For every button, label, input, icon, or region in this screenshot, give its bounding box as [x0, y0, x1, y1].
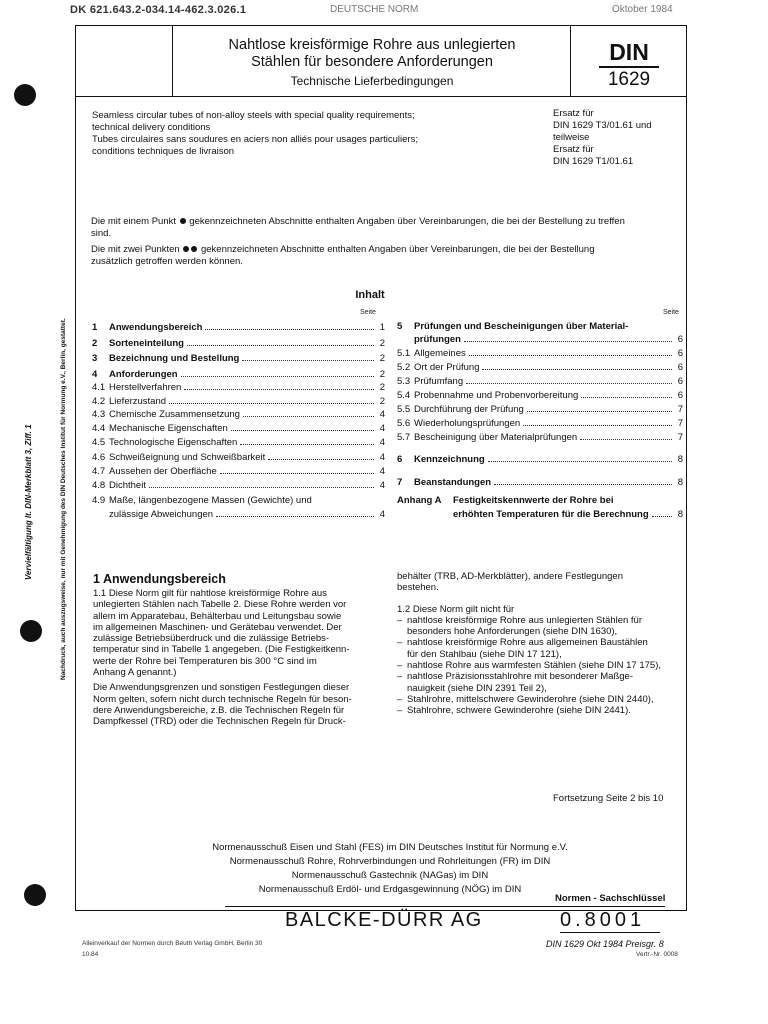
committee-name: Normenausschuß Eisen und Stahl (FES) im DIN Deutsches Institut für Normung e.V. [212, 842, 568, 853]
toc-entry-number: 4 [92, 369, 98, 380]
toc-entry-6 [397, 453, 683, 466]
toc-entry-number: 5.5 [397, 404, 411, 415]
toc-entry-7 [397, 476, 683, 489]
exclusion-text-line: nauigkeit (siehe DIN 2391 Teil 2), [407, 682, 547, 694]
toc-entry-number: 4.6 [92, 452, 106, 463]
toc-entry-label: Bescheinigung über Materialprüfungen [414, 432, 578, 443]
toc-entry-label: Herstellverfahren [109, 382, 182, 393]
document-subtitle: Technische Lieferbedingungen [290, 74, 454, 88]
margin-copyright-text: Nachdruck, auch auszugsweise, nur mit Genehmigung des DIN Deutsches Institut für Normung e.V., Berlin, gestattet. [60, 318, 67, 680]
toc-entry-page: 2 [379, 353, 385, 364]
margin-copyright [60, 318, 67, 681]
toc-leader-dots [243, 408, 374, 417]
english-title-2: technical delivery conditions [92, 122, 211, 133]
section-1-1-cont-line: Dampfkessel (TRD) oder die Technischen Regeln für Druck- [93, 716, 346, 728]
toc-leader-dots [242, 352, 374, 361]
title-line-2: Stählen für besondere Anforderungen [251, 54, 493, 70]
replacement-line-1: Ersatz für [553, 108, 594, 119]
section-1-1-line: im allgemeinen Maschinen- und Gerätebau verwendet. Der [93, 621, 342, 633]
double-dot-icon [191, 246, 197, 252]
toc-entry-5 [397, 321, 683, 333]
note-one-dot-end: sind. [91, 228, 112, 239]
toc-entry-4-9 [92, 495, 385, 507]
toc-leader-dots [184, 381, 374, 390]
toc-entry-number: 4.4 [92, 423, 106, 434]
toc-entry-page: 7 [677, 418, 683, 429]
toc-entry-number: 5.1 [397, 348, 411, 359]
punch-hole [14, 84, 36, 106]
section-1-1-cont-line: Norm gelten, sofern nicht durch technische Regeln für beson- [93, 693, 352, 705]
title-line-1: Nahtlose kreisförmige Rohre aus unlegierten [228, 37, 516, 53]
replacement-line-3: teilweise [553, 132, 590, 143]
toc-entry-4-3 [92, 408, 385, 421]
toc-entry-4-6 [92, 451, 385, 464]
replacement-line-5: DIN 1629 T1/01.61 [553, 156, 634, 167]
document-type-label: DEUTSCHE NORM [330, 4, 419, 15]
toc-annex-label: Anhang A [397, 495, 442, 506]
stamp-number-underline [560, 932, 660, 933]
toc-entry-label: Lieferzustand [109, 396, 167, 407]
toc-entry-annex [397, 495, 683, 507]
exclusion-text-line: Stahlrohre, mittelschwere Gewinderohre (siehe DIN 2440), [407, 693, 654, 705]
exclusion-text [407, 637, 648, 660]
toc-leader-dots [149, 479, 374, 488]
footer-date: 10.84 [82, 951, 99, 958]
toc-entry-page: 6 [677, 348, 683, 359]
toc-entry-page: 2 [379, 382, 385, 393]
company-stamp: BALCKE-DÜRR AG [285, 909, 483, 931]
exclusion-text-line: nahtlose kreisförmige Rohre aus unlegierten Stählen für [407, 614, 642, 626]
footer-publisher: Alleinverkauf der Normen durch Beuth Verlag GmbH, Berlin 30 [82, 940, 263, 947]
toc-entry-4-5 [92, 436, 385, 449]
bullet-dash: – [397, 705, 403, 717]
toc-entry-number: 4.9 [92, 495, 106, 506]
toc-leader-dots [216, 508, 374, 517]
footer-din-ref: DIN 1629 Okt 1984 Preisgr. 8 [546, 939, 664, 949]
toc-entry-page: 1 [379, 322, 385, 333]
exclusion-text-line: Stahlrohre, schwere Gewinderohre (siehe DIN 2441). [407, 705, 631, 717]
toc-entry-3 [92, 352, 385, 365]
section-1-2-intro: 1.2 Diese Norm gilt nicht für [397, 603, 515, 615]
section-1-1-line: zulässige Betriebsüberdruck und die zulässige Betriebs- [93, 633, 330, 645]
exclusion-item [397, 671, 682, 694]
toc-title: Inhalt [355, 289, 385, 301]
margin-copy-note-text: Vervielfältigung lt. DIN-Merkblatt 3, Ziff. 1 [24, 424, 33, 580]
toc-leader-dots [494, 476, 672, 485]
toc-leader-dots [580, 431, 672, 440]
section-1-1-cont-line: dere Anwendungsbereiche, z.B. die Technischen Regeln für [93, 704, 345, 716]
toc-entry-page: 2 [379, 396, 385, 407]
toc-entry-number: 5.3 [397, 376, 411, 387]
toc-entry-page: 8 [677, 509, 683, 520]
toc-entry-label: Anwendungsbereich [109, 322, 203, 333]
toc-entry-label: Mechanische Eigenschaften [109, 423, 228, 434]
notes-block [91, 216, 683, 268]
toc-leader-dots [464, 333, 672, 342]
toc-entry-4-8 [92, 479, 385, 492]
toc-entry-label: Chemische Zusammensetzung [109, 409, 240, 420]
toc-entry-page: 8 [677, 454, 683, 465]
toc-leader-dots [523, 417, 672, 426]
section-1-1-line: werte der Rohre bei Temperaturen bis 300 °C sind im [93, 655, 317, 667]
classification-number: DK 621.643.2-034.14-462.3.026.1 [70, 4, 247, 16]
exclusion-text [407, 694, 654, 705]
toc-entry-number: 6 [397, 454, 403, 465]
toc-entry-number: 4.8 [92, 480, 106, 491]
toc-entry-label: Probennahme und Probenvorbereitung [414, 390, 579, 401]
toc-entry-number: 5.7 [397, 432, 411, 443]
toc-entry-page: 8 [677, 477, 683, 488]
committee-list [150, 841, 630, 897]
toc-entry-number: 4.2 [92, 396, 106, 407]
toc-entry-2 [92, 337, 385, 350]
replacement-line-4: Ersatz für [553, 144, 594, 155]
section-1-1-cont-line: Die Anwendungsgrenzen und sonstigen Festlegungen dieser [93, 682, 350, 694]
document-title [176, 37, 568, 71]
toc-entry-label: Beanstandungen [414, 477, 492, 488]
toc-entry-page: 7 [677, 432, 683, 443]
single-dot-icon [180, 218, 186, 224]
toc-page-label-left: Seite [360, 309, 376, 316]
title-block-divider-left [172, 25, 173, 97]
toc-entry-label: Anforderungen [109, 369, 178, 380]
toc-entry-page: 4 [379, 437, 385, 448]
section-1-1-line: 1.1 Diese Norm gilt für nahtlose kreisförmige Rohre aus [93, 588, 327, 599]
toc-leader-dots [169, 395, 374, 404]
toc-entry-5-6 [397, 417, 683, 430]
note-two-dots [91, 244, 683, 256]
stamp-number: 0.8001 [560, 909, 646, 931]
toc-entry-page: 7 [677, 404, 683, 415]
din-underline [599, 66, 659, 68]
exclusion-text [407, 671, 633, 694]
replacement-line-2: DIN 1629 T3/01.61 und [553, 120, 652, 131]
toc-entry-5-7 [397, 431, 683, 444]
exclusion-item [397, 637, 682, 660]
english-title-1: Seamless circular tubes of non-alloy steels with special quality requirements; [92, 110, 415, 121]
bullet-dash: – [397, 671, 403, 683]
toc-entry-number: 4.1 [92, 382, 106, 393]
replacement-info [553, 108, 683, 168]
committee-name: Normenausschuß Rohre, Rohrverbindungen und Rohrleitungen (FR) im DIN [229, 856, 551, 867]
toc-entry-label: Dichtheit [109, 480, 146, 491]
note-one-dot [91, 216, 683, 228]
exclusion-item [397, 705, 682, 716]
note-one-dot-start: Die mit einem Punkt [91, 216, 177, 227]
toc-leader-dots [268, 451, 374, 460]
toc-entry-page: 4 [379, 423, 385, 434]
toc-leader-dots [527, 403, 672, 412]
toc-leader-dots [482, 361, 672, 370]
toc-entry-number: 1 [92, 322, 98, 333]
toc-entry-page: 4 [379, 452, 385, 463]
toc-entry-5-2 [397, 361, 683, 374]
exclusion-text [407, 705, 631, 716]
toc-entry-page: 4 [379, 466, 385, 477]
section-1-1-right-line: behälter (TRB, AD-Merkblätter), andere Festlegungen [397, 571, 623, 582]
toc-entry-label: Bezeichnung und Bestellung [109, 353, 240, 364]
punch-hole [24, 884, 46, 906]
toc-entry-label: Allgemeines [414, 348, 466, 359]
french-title-1: Tubes circulaires sans soudures en aciers non alliés pour usages particuliers; [92, 134, 418, 145]
toc-leader-dots [581, 389, 672, 398]
toc-entry-5-4 [397, 389, 683, 402]
title-block-divider-right [570, 25, 571, 97]
punch-hole [20, 620, 42, 642]
exclusion-text [407, 660, 661, 671]
toc-leader-dots [220, 465, 374, 474]
toc-entry-page: 4 [379, 509, 385, 520]
toc-leader-dots [469, 347, 672, 356]
toc-entry-page: 6 [677, 362, 683, 373]
section-1-left-column [93, 588, 383, 728]
toc-entry-number: 5.4 [397, 390, 411, 401]
toc-entry-5-3 [397, 375, 683, 388]
toc-entry-page: 6 [677, 376, 683, 387]
din-number: 1629 [607, 69, 651, 90]
toc-leader-dots [205, 321, 374, 330]
toc-entry-4-7 [92, 465, 385, 478]
din-label: DIN [609, 39, 649, 65]
exclusion-item [397, 694, 682, 705]
exclusion-text-line: für den Stahlbau (siehe DIN 17 121), [407, 648, 562, 660]
issue-date: Oktober 1984 [612, 4, 673, 15]
toc-entry-label: Durchführung der Prüfung [414, 404, 524, 415]
toc-entry-label: Prüfungen und Bescheinigungen über Material- [414, 321, 629, 332]
bullet-dash: – [397, 693, 403, 705]
toc-entry-4-1 [92, 381, 385, 394]
toc-entry-label: Wiederholungsprüfungen [414, 418, 521, 429]
toc-entry-5-1 [397, 347, 683, 360]
paragraph-spacer [397, 594, 682, 604]
bullet-dash: – [397, 614, 403, 626]
toc-entry-number: 7 [397, 477, 403, 488]
toc-entry-label: Aussehen der Oberfläche [109, 466, 217, 477]
toc-leader-dots [466, 375, 672, 384]
toc-entry-label: Kennzeichnung [414, 454, 485, 465]
section-1-1-right-line: bestehen. [397, 582, 439, 594]
toc-entry-label: Maße, längenbezogene Massen (Gewichte) und [109, 495, 312, 506]
footer-vertr-nr: Vertr.-Nr. 0008 [636, 951, 678, 958]
toc-entry-annex-cont [453, 508, 683, 521]
toc-entry-label: Technologische Eigenschaften [109, 437, 238, 448]
double-dot-icon [183, 246, 189, 252]
exclusion-text-line: nahtlose Präzisionsstahlrohre mit besonderer Maßge- [407, 671, 633, 683]
toc-entry-page: 2 [379, 369, 385, 380]
toc-entry-number: 4.7 [92, 466, 106, 477]
section-1-1-line: allem im Apparatebau, Behälterbau und Leitungsbau sowie [93, 610, 342, 622]
toc-annex-title-1: Festigkeitskennwerte der Rohre bei [453, 495, 614, 506]
section-heading: 1 Anwendungsbereich [93, 572, 226, 586]
toc-entry-number: 5 [397, 321, 403, 332]
continuation-note: Fortsetzung Seite 2 bis 10 [553, 793, 664, 804]
note-one-dot-text: gekennzeichneten Abschnitte enthalten Angaben über Vereinbarungen, die bei der Bestellung zu treffen [189, 216, 625, 227]
toc-page-label-right: Seite [663, 309, 679, 316]
margin-copy-note [24, 424, 33, 581]
toc-entry-1 [92, 321, 385, 334]
exclusion-item [397, 660, 682, 671]
toc-entry-label: prüfungen [414, 334, 461, 345]
exclusion-text-line: besonders hohe Anforderungen (siehe DIN 1630), [407, 626, 618, 638]
normen-key-label: Normen - Sachschlüssel [555, 893, 666, 904]
section-1-1-line: temperatur sind in Tabelle 1 angegeben. (Die Festigkeitkenn- [93, 644, 350, 656]
toc-entry-5-5 [397, 403, 683, 416]
toc-entry-page: 4 [379, 480, 385, 491]
exclusion-text [407, 615, 642, 638]
committee-name: Normenausschuß Erdöl- und Erdgasgewinnung (NÖG) im DIN [258, 884, 522, 895]
section-1-right-column [397, 571, 682, 717]
toc-entry-number: 5.6 [397, 418, 411, 429]
toc-entry-label: Prüfumfang [414, 376, 464, 387]
toc-annex-title-2: erhöhten Temperaturen für die Berechnung [453, 509, 649, 520]
exclusion-text-line: nahtlose kreisförmige Rohre aus allgemeinen Baustählen [407, 637, 648, 649]
toc-entry-page: 2 [379, 338, 385, 349]
note-two-dots-start: Die mit zwei Punkten [91, 244, 180, 255]
toc-leader-dots [231, 422, 374, 431]
toc-entry-label: Schweißeignung und Schweißbarkeit [109, 452, 266, 463]
toc-entry-5-cont [397, 333, 683, 346]
note-two-dots-end: zusätzlich getroffen werden können. [91, 256, 243, 267]
toc-entry-page: 6 [677, 334, 683, 345]
toc-entry-4-4 [92, 422, 385, 435]
french-title-2: conditions techniques de livraison [92, 146, 235, 157]
section-1-1-line: unlegierten Stählen nach Tabelle 2. Diese Rohre werden vor [93, 599, 347, 611]
exclusion-item [397, 615, 682, 638]
toc-leader-dots [181, 368, 374, 377]
toc-leader-dots [488, 453, 672, 462]
note-two-dots-text: gekennzeichneten Abschnitte enthalten Angaben über Vereinbarungen, die bei der Bestellung [200, 244, 595, 255]
stamp-line [225, 906, 665, 907]
toc-entry-page: 4 [379, 409, 385, 420]
bullet-dash: – [397, 637, 403, 649]
toc-leader-dots [652, 508, 672, 517]
bullet-dash: – [397, 660, 403, 672]
section-1-1-line: Anhang A genannt.) [93, 667, 177, 679]
toc-entry-4-9-cont [92, 508, 385, 521]
toc-entry-4-2 [92, 395, 385, 408]
toc-entry-label: Sorteneinteilung [109, 338, 184, 349]
toc-leader-dots [240, 436, 374, 445]
toc-entry-number: 4.3 [92, 409, 106, 420]
toc-entry-label: zulässige Abweichungen [109, 509, 214, 520]
toc-entry-number: 5.2 [397, 362, 411, 373]
toc-entry-label: Ort der Prüfung [414, 362, 480, 373]
toc-entry-page: 6 [677, 390, 683, 401]
committee-name: Normenausschuß Gastechnik (NAGas) im DIN [291, 870, 489, 881]
exclusion-text-line: nahtlose Rohre aus warmfesten Stählen (siehe DIN 17 175), [407, 660, 661, 672]
toc-entry-number: 4.5 [92, 437, 106, 448]
toc-entry-number: 3 [92, 353, 98, 364]
toc-leader-dots [187, 337, 374, 346]
toc-entry-4 [92, 368, 385, 381]
toc-entry-number: 2 [92, 338, 98, 349]
translations [92, 110, 512, 158]
